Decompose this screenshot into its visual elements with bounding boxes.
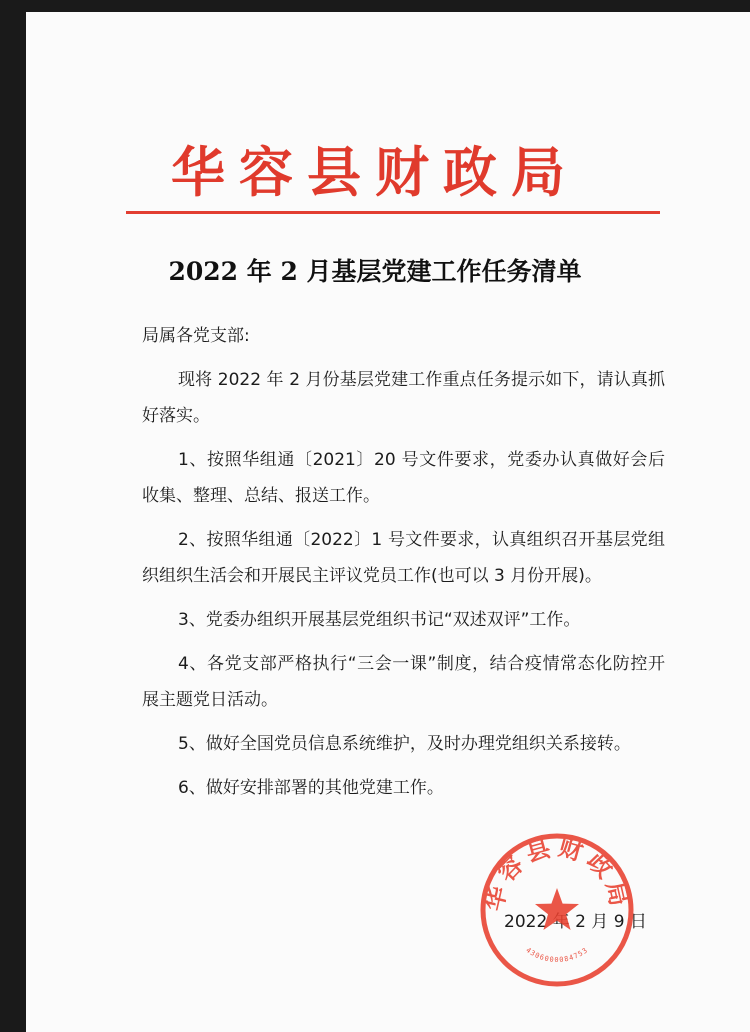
- document-body: [142, 318, 665, 814]
- seal-text: 华容县财政局: [479, 832, 635, 914]
- paragraph-item-2: 2、按照华组通〔2022〕1 号文件要求，认真组织召开基层党组织组织生活会和开展民主评议党员工作(也可以 3 月份开展)。: [142, 530, 665, 586]
- document-title: 2022 年 2 月基层党建工作任务清单: [168, 257, 582, 286]
- paragraph-item-3: 3、党委办组织开展基层党组织书记“双述双评”工作。: [178, 610, 581, 630]
- paragraph-item-1: 1、按照华组通〔2021〕20 号文件要求，党委办认真做好会后收集、整理、总结、报送工作。: [142, 450, 665, 506]
- official-seal: [477, 830, 637, 990]
- paragraph-item-5: 5、做好全国党员信息系统维护，及时办理党组织关系接转。: [178, 734, 631, 754]
- paragraph-item-4: 4、各党支部严格执行“三会一课”制度，结合疫情常态化防控开展主题党日活动。: [142, 654, 665, 710]
- star-icon: [535, 888, 579, 930]
- letterhead-rule: [126, 211, 660, 214]
- letterhead-title: 华容县财政局: [171, 141, 579, 204]
- document-date: 2022 年 2 月 9 日: [504, 912, 647, 932]
- seal-code: 4306000084753: [524, 946, 590, 964]
- paragraph-item-6: 6、做好安排部署的其他党建工作。: [178, 778, 444, 798]
- salutation: 局属各党支部:: [142, 326, 250, 346]
- paragraph-intro: 现将 2022 年 2 月份基层党建工作重点任务提示如下，请认真抓好落实。: [142, 370, 665, 426]
